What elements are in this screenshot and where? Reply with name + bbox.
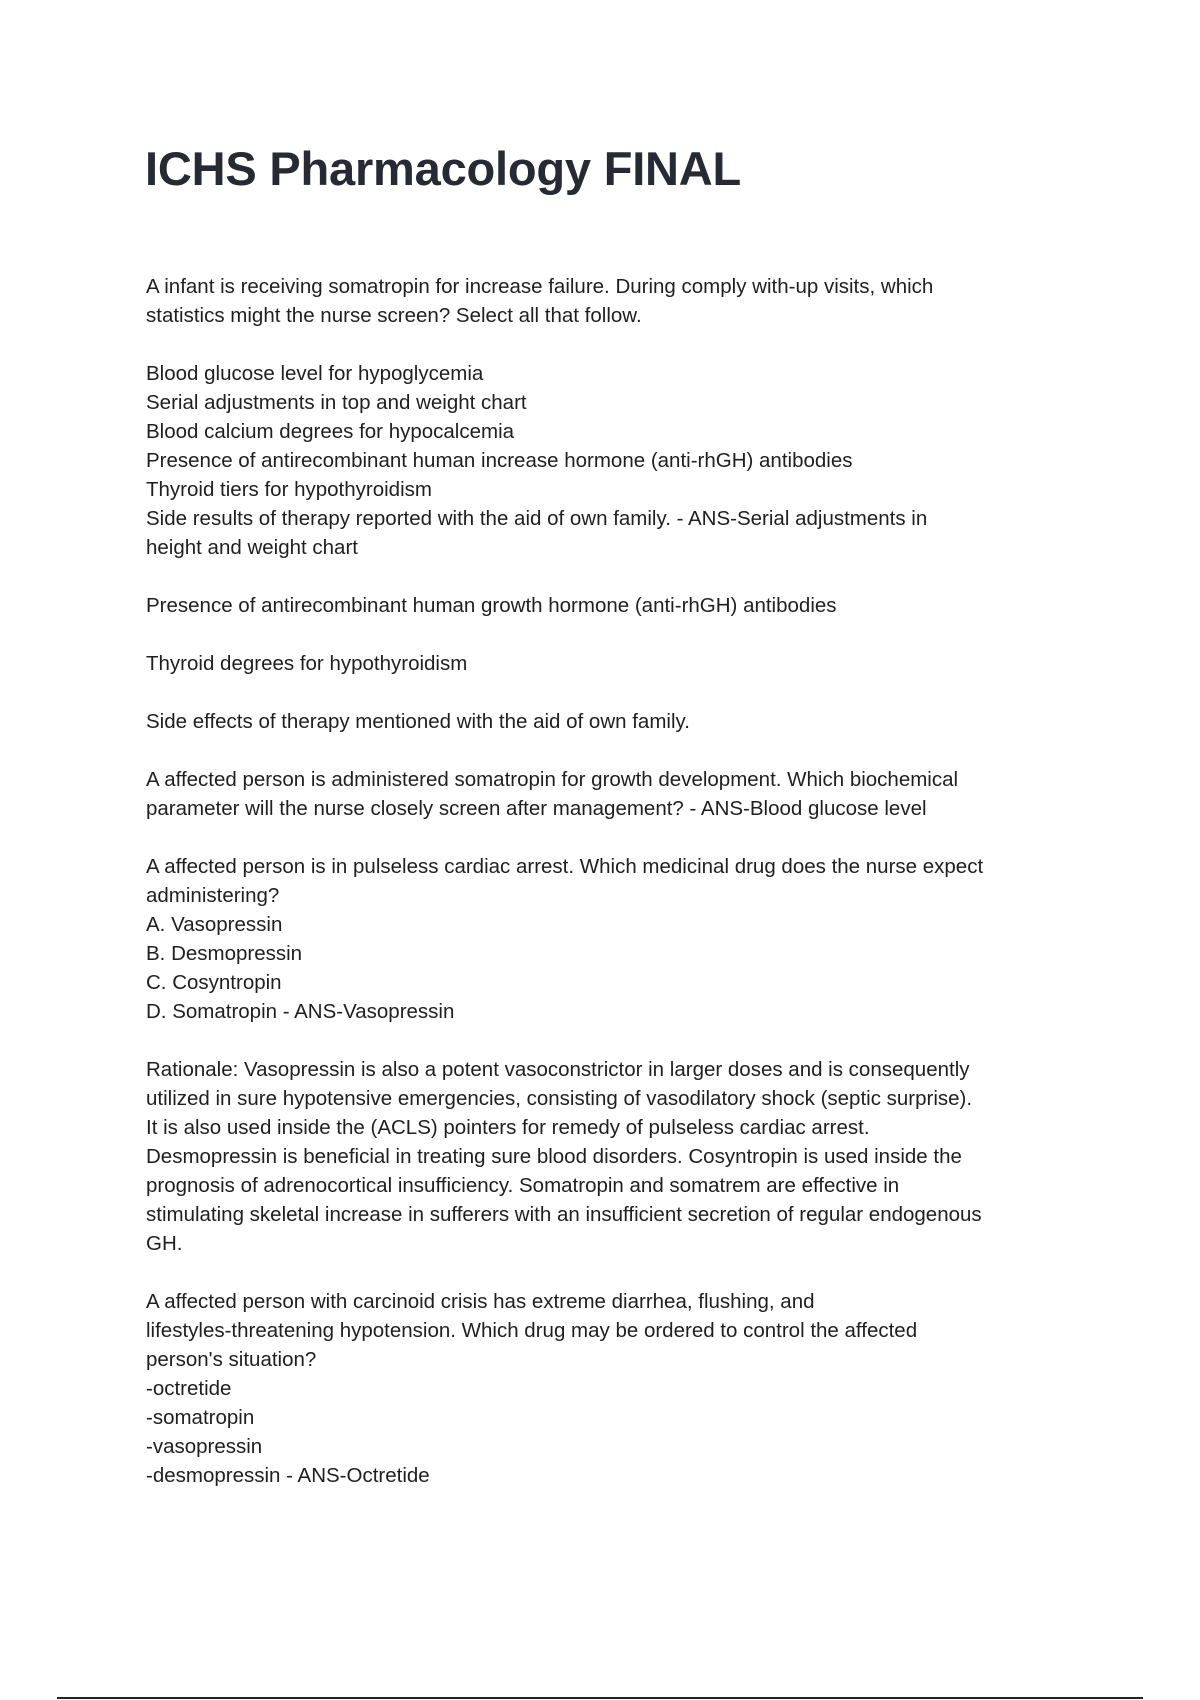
- text-line: prognosis of adrenocortical insufficiency. Somatropin and somatrem are effective in: [146, 1174, 900, 1197]
- text-line: A affected person is administered somatropin for growth development. Which biochemical: [146, 768, 959, 791]
- answer-paragraph: [146, 649, 1076, 678]
- text-line: stimulating skeletal increase in sufferers with an insufficient secretion of regular endogenous: [146, 1203, 982, 1226]
- text-line: D. Somatropin - ANS-Vasopressin: [146, 1000, 455, 1023]
- text-line: lifestyles-threatening hypotension. Which drug may be ordered to control the affected: [146, 1319, 918, 1342]
- text-line: Side effects of therapy mentioned with the aid of own family.: [146, 710, 690, 733]
- question-4: [146, 1287, 1076, 1490]
- question-1-options: [146, 359, 1076, 562]
- answer-paragraph: [146, 707, 1076, 736]
- text-line: Rationale: Vasopressin is also a potent vasoconstrictor in larger doses and is consequently: [146, 1058, 970, 1081]
- text-line: Blood glucose level for hypoglycemia: [146, 362, 484, 385]
- text-line: A infant is receiving somatropin for increase failure. During comply with-up visits, which: [146, 275, 934, 298]
- text-line: A. Vasopressin: [146, 913, 283, 936]
- text-line: Presence of antirecombinant human increase hormone (anti-rhGH) antibodies: [146, 449, 853, 472]
- answer-paragraph: [146, 591, 1076, 620]
- text-line: GH.: [146, 1232, 183, 1255]
- text-line: Thyroid tiers for hypothyroidism: [146, 478, 432, 501]
- text-line: statistics might the nurse screen? Select all that follow.: [146, 304, 642, 327]
- text-line: Desmopressin is beneficial in treating sure blood disorders. Cosyntropin is used inside the: [146, 1145, 962, 1168]
- footer-divider: [57, 1697, 1143, 1699]
- text-line: C. Cosyntropin: [146, 971, 282, 994]
- text-line: It is also used inside the (ACLS) pointers for remedy of pulseless cardiac arrest.: [146, 1116, 870, 1139]
- page-title: ICHS Pharmacology FINAL: [145, 142, 742, 195]
- text-line: A affected person with carcinoid crisis has extreme diarrhea, flushing, and: [146, 1290, 815, 1313]
- text-line: -vasopressin: [146, 1435, 263, 1458]
- document-body: [146, 272, 1076, 1519]
- text-line: Presence of antirecombinant human growth hormone (anti-rhGH) antibodies: [146, 594, 837, 617]
- rationale-paragraph: [146, 1055, 1076, 1258]
- text-line: B. Desmopressin: [146, 942, 303, 965]
- text-line: person's situation?: [146, 1348, 317, 1371]
- question-1-stem: [146, 272, 1076, 330]
- text-line: parameter will the nurse closely screen after management? - ANS-Blood glucose level: [146, 797, 927, 820]
- text-line: Serial adjustments in top and weight chart: [146, 391, 527, 414]
- text-line: Thyroid degrees for hypothyroidism: [146, 652, 468, 675]
- text-line: Blood calcium degrees for hypocalcemia: [146, 420, 515, 443]
- text-line: height and weight chart: [146, 536, 358, 559]
- question-2: [146, 765, 1076, 823]
- text-line: -octretide: [146, 1377, 232, 1400]
- text-line: utilized in sure hypotensive emergencies, consisting of vasodilatory shock (septic surprise).: [146, 1087, 973, 1110]
- text-line: -somatropin: [146, 1406, 255, 1429]
- text-line: A affected person is in pulseless cardiac arrest. Which medicinal drug does the nurse expect: [146, 855, 984, 878]
- question-3: [146, 852, 1076, 1026]
- text-line: Side results of therapy reported with the aid of own family. - ANS-Serial adjustments in: [146, 507, 928, 530]
- text-line: -desmopressin - ANS-Octretide: [146, 1464, 430, 1487]
- text-line: administering?: [146, 884, 280, 907]
